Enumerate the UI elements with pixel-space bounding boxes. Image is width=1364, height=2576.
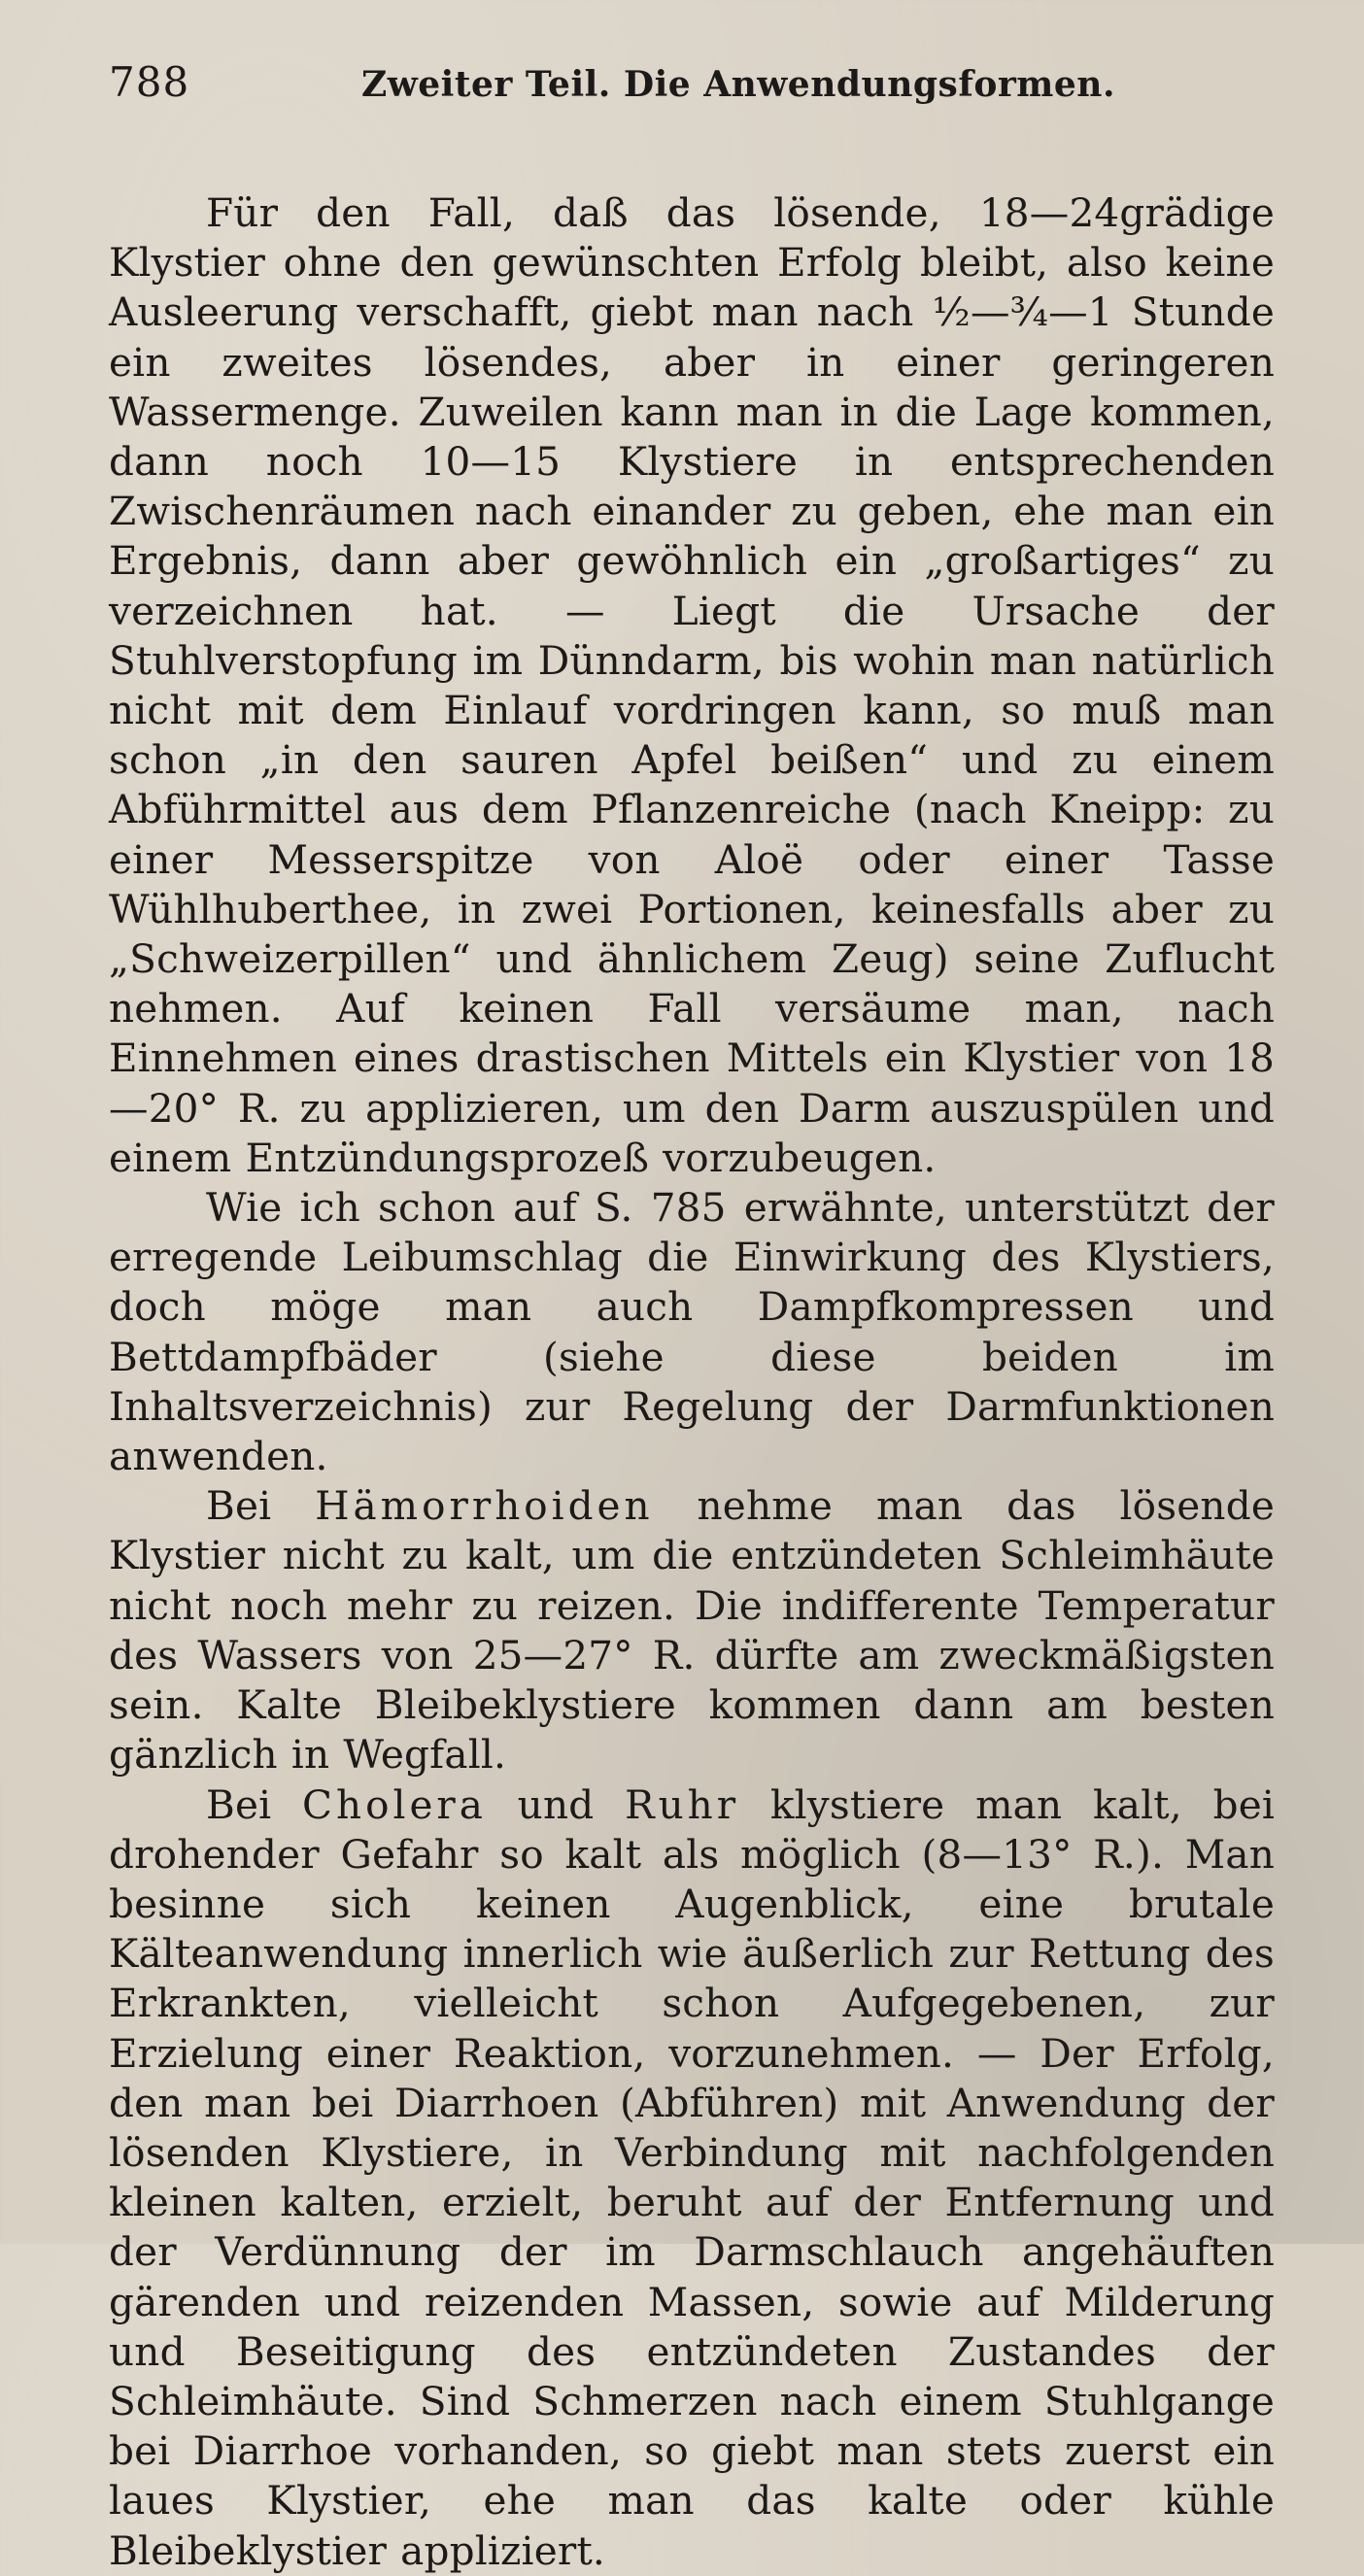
paragraph-text: klystiere man kalt, bei drohender Gefahr so kalt als möglich (8—13° R.). Man besinne sich keinen Augenblick, eine brutale Kälteanwendung innerlich wie äußerlich zur Rettung des Erkrankten, vielleicht schon Aufgegebenen, zur Erzielung einer Reaktion, vorzunehmen. — Der Erfolg, den man bei Diarrhoen (Abführen) mit Anwendung der lösenden Klystiere, in Verbindung mit nachfolgenden kleinen kalten, erzielt, beruht auf der Entfernung und der Verdünnung der im Darmschlauch angehäuften gärenden und reizenden Massen, sowie auf Milderung und Beseitigung des entzündeten Zustandes der Schleimhäute. Sind Schmerzen nach einem Stuhlgange bei Diarrhoe vorhanden, so giebt man stets zuerst ein laues Klystier, ehe man das kalte oder kühle Bleibeklystier appliziert. (109, 1780, 1276, 2574)
paragraph-hemorrhoids (109, 1481, 1275, 1779)
paragraph-text: Wie ich schon auf S. 785 erwähnte, unterstützt der erregende Leibumschlag die Einwirkung des Klystiers, doch möge man auch Dampfkompressen und Bettdampfbäder (siehe diese beiden im Inhaltsverzeichnis) zur Regelung der Darmfunktionen anwenden. (109, 1184, 1275, 1480)
spaced-term: Ruhr (625, 1780, 740, 1828)
page-number: 788 (109, 58, 190, 106)
running-title: Zweiter Teil. Die Anwendungsformen. (361, 64, 1115, 105)
paragraph-lead: Bei (206, 1780, 303, 1828)
paragraph-text: nehme man das lösende Klystier nicht zu kalt, um die entzündeten Schleimhäute nicht noch mehr zu reizen. Die indifferente Temperatur des Wassers von 25—27° R. dürfte am zweckmäßigsten sein. Kalte Bleibeklystiere kommen dann am besten gänzlich in Wegfall. (109, 1482, 1275, 1779)
paragraph-lead: Bei (206, 1482, 316, 1530)
spaced-term: Cholera (302, 1780, 487, 1828)
running-header (109, 58, 1275, 136)
paragraph-text: Für den Fall, daß das lösende, 18—24grädige Klystier ohne den gewünschten Erfolg bleibt, also keine Ausleerung verschafft, giebt man nach ½—¾—1 Stunde ein zweites lösendes, aber in einer geringeren Wassermenge. Zuweilen kann man in die Lage kommen, dann noch 10—15 Klystiere in entsprechenden Zwischenräumen nach einander zu geben, ehe man ein Ergebnis, dann aber gewöhnlich ein „großartiges“ zu verzeichnen hat. — Liegt die Ursache der Stuhlverstopfung im Dünndarm, bis wohin man natürlich nicht mit dem Einlauf vordringen kann, so muß man schon „in den sauren Apfel beißen“ und zu einem Abführmittel aus dem Pflanzenreiche (nach Kneipp: zu einer Messerspitze von Aloë oder einer Tasse Wühlhuberthee, in zwei Portionen, keinesfalls aber zu „Schweizerpillen“ und ähnlichem Zeug) seine Zuflucht nehmen. Auf keinen Fall versäume man, nach Einnehmen eines drastischen Mittels ein Klystier von 18—20° R. zu applizieren, um den Darm auszuspülen und einem Entzündungsprozeß vorzubeugen. (109, 189, 1275, 1181)
spaced-term: Hämorrhoiden (315, 1482, 654, 1530)
paragraph-connector: und (486, 1780, 626, 1828)
paragraph-constipation (109, 188, 1275, 1183)
body-text (109, 188, 1275, 2576)
paragraph-abdominal-compress (109, 1183, 1275, 1481)
paragraph-cholera-dysentery (109, 1780, 1275, 2576)
